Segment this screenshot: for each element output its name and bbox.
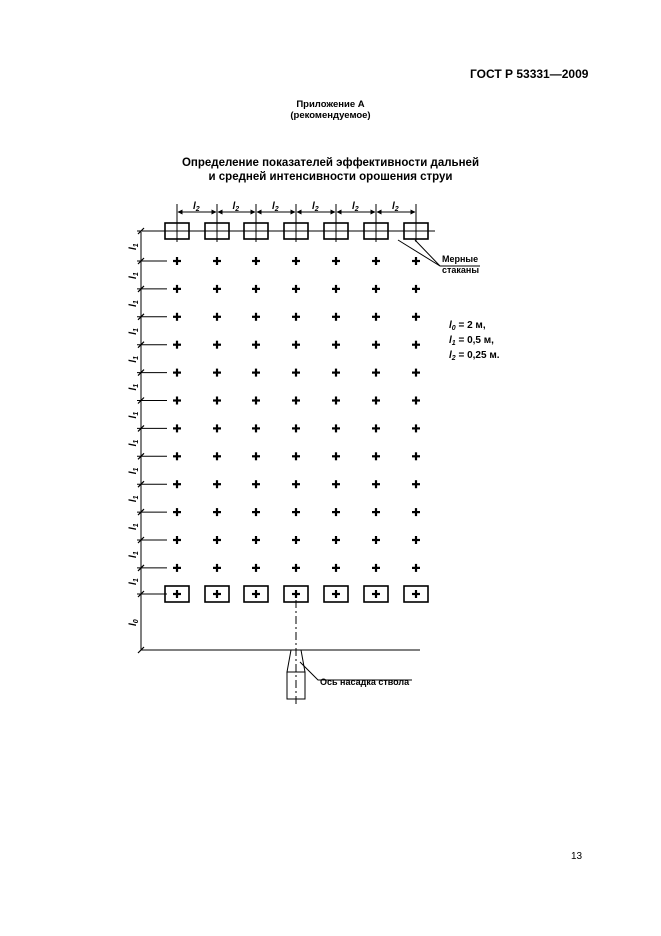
grid-cross-r2-c1 — [173, 285, 181, 293]
grid-cross-r5-c1 — [173, 369, 181, 377]
grid-cross-r5-c3 — [252, 369, 260, 377]
grid-cross-r8-c3 — [252, 452, 260, 460]
l1-dimension-label-3: $l_1$ — [128, 300, 140, 307]
grid-cross-r7-c4 — [292, 424, 300, 432]
grid-cross-r4-c3 — [252, 341, 260, 349]
grid-cross-r5-c2 — [213, 369, 221, 377]
grid-cross-r2-c2 — [213, 285, 221, 293]
grid-cross-r10-c2 — [213, 508, 221, 516]
l2-dimension-label-2: $l_2$ — [232, 201, 240, 213]
grid-cross-r8-c1 — [173, 452, 181, 460]
grid-cross-r9-c4 — [292, 480, 300, 488]
grid-cross-r4-c6 — [372, 341, 380, 349]
grid-cross-r2-c6 — [372, 285, 380, 293]
grid-cross-r4-c5 — [332, 341, 340, 349]
bottom-container-cross-6 — [372, 590, 380, 598]
page-number: 13 — [571, 851, 583, 862]
l1-dimension-label-13: $l_1$ — [128, 578, 140, 585]
grid-cross-r12-c3 — [252, 564, 260, 572]
bottom-container-cross-1 — [173, 590, 181, 598]
l1-dimension-label-2: $l_1$ — [128, 272, 140, 279]
l1-dimension-label-4: $l_1$ — [128, 328, 140, 335]
grid-cross-r8-c4 — [292, 452, 300, 460]
grid-cross-r12-c7 — [412, 564, 420, 572]
grid-cross-r1-c2 — [213, 257, 221, 265]
grid-cross-r6-c4 — [292, 397, 300, 405]
l0-dimension-label: $l_0$ — [128, 619, 140, 626]
l1-dimension-label-9: $l_1$ — [128, 467, 140, 475]
grid-cross-r7-c5 — [332, 424, 340, 432]
grid-cross-r4-c2 — [213, 341, 221, 349]
grid-cross-r6-c3 — [252, 397, 260, 405]
l1-dimension-label-5: $l_1$ — [128, 355, 140, 363]
grid-cross-r1-c6 — [372, 257, 380, 265]
grid-cross-r11-c5 — [332, 536, 340, 544]
containers-label-line2: стаканы — [442, 265, 480, 275]
document-code: ГОСТ Р 53331—2009 — [470, 67, 589, 81]
grid-cross-r1-c4 — [292, 257, 300, 265]
grid-cross-r2-c7 — [412, 285, 420, 293]
grid-cross-r3-c2 — [213, 313, 221, 321]
l2-dimension-label-4: $l_2$ — [312, 201, 319, 213]
bottom-container-cross-5 — [332, 590, 340, 598]
grid-cross-r4-c7 — [412, 341, 420, 349]
legend-l2: $l_2 = 0,25$ м. — [449, 350, 500, 362]
bottom-container-cross-4 — [292, 590, 300, 598]
grid-cross-r3-c6 — [372, 313, 380, 321]
grid-cross-r9-c6 — [372, 480, 380, 488]
grid-cross-r10-c1 — [173, 508, 181, 516]
grid-cross-r6-c1 — [173, 397, 181, 405]
l2-dimension-label-3: $l_2$ — [272, 201, 279, 213]
grid-cross-r11-c2 — [213, 536, 221, 544]
appendix-title: Приложение А — [296, 99, 365, 110]
l1-dimension-label-8: $l_1$ — [128, 439, 140, 447]
grid-cross-r12-c6 — [372, 564, 380, 572]
grid-cross-r3-c1 — [173, 313, 181, 321]
grid-cross-r6-c2 — [213, 397, 221, 405]
bottom-container-cross-2 — [213, 590, 221, 598]
grid-cross-r5-c4 — [292, 369, 300, 377]
figure-title-line2: и средней интенсивности орошения струи — [208, 171, 453, 183]
grid-cross-r3-c7 — [412, 313, 420, 321]
grid-cross-r8-c2 — [213, 452, 221, 460]
grid-cross-r6-c5 — [332, 397, 340, 405]
grid-cross-r3-c3 — [252, 313, 260, 321]
l1-dimension-label-11: $l_1$ — [128, 523, 140, 531]
grid-cross-r3-c4 — [292, 313, 300, 321]
grid-cross-r2-c3 — [252, 285, 260, 293]
appendix-subtitle: (рекомендуемое) — [290, 110, 371, 121]
legend-l0: $l_0 = 2$ м, — [449, 320, 486, 332]
grid-cross-r10-c4 — [292, 508, 300, 516]
grid-cross-r7-c1 — [173, 424, 181, 432]
grid-cross-r10-c6 — [372, 508, 380, 516]
grid-cross-r12-c2 — [213, 564, 221, 572]
grid-cross-r7-c7 — [412, 424, 420, 432]
l2-dimension-label-6: $l_2$ — [392, 201, 399, 213]
l2-dimension-label-5: $l_2$ — [352, 201, 359, 213]
grid-cross-r11-c4 — [292, 536, 300, 544]
l1-dimension-label-12: $l_1$ — [128, 551, 140, 558]
l1-dimension-label-6: $l_1$ — [128, 383, 140, 391]
grid-cross-r7-c2 — [213, 424, 221, 432]
grid-cross-r8-c6 — [372, 452, 380, 460]
grid-cross-r11-c3 — [252, 536, 260, 544]
grid-cross-r5-c5 — [332, 369, 340, 377]
grid-cross-r12-c5 — [332, 564, 340, 572]
bottom-container-cross-7 — [412, 590, 420, 598]
grid-cross-r5-c6 — [372, 369, 380, 377]
figure-title-line1: Определение показателей эффективности дальней — [181, 157, 480, 169]
l1-dimension-label-10: $l_1$ — [128, 495, 140, 503]
grid-cross-r7-c6 — [372, 424, 380, 432]
grid-cross-r2-c5 — [332, 285, 340, 293]
grid-cross-r11-c1 — [173, 536, 181, 544]
grid-cross-r9-c2 — [213, 480, 221, 488]
l1-dimension-label-1: $l_1$ — [128, 243, 140, 250]
grid-cross-r11-c7 — [412, 536, 420, 544]
grid-cross-r9-c7 — [412, 480, 420, 488]
grid-cross-r1-c3 — [252, 257, 260, 265]
grid-cross-r7-c3 — [252, 424, 260, 432]
grid-cross-r1-c5 — [332, 257, 340, 265]
containers-label-line1: Мерные — [442, 254, 479, 264]
legend-l1: $l_1 = 0,5$ м, — [449, 335, 494, 347]
grid-cross-r1-c7 — [412, 257, 420, 265]
grid-cross-r10-c3 — [252, 508, 260, 516]
l1-dimension-label-7: $l_1$ — [128, 411, 140, 419]
grid-cross-r6-c7 — [412, 397, 420, 405]
grid-cross-r6-c6 — [372, 397, 380, 405]
grid-cross-r11-c6 — [372, 536, 380, 544]
grid-cross-r10-c7 — [412, 508, 420, 516]
l2-dimension-label-1: $l_2$ — [193, 201, 200, 213]
bottom-container-cross-3 — [252, 590, 260, 598]
grid-cross-r8-c5 — [332, 452, 340, 460]
grid-cross-r9-c1 — [173, 480, 181, 488]
grid-cross-r5-c7 — [412, 369, 420, 377]
grid-cross-r2-c4 — [292, 285, 300, 293]
grid-cross-r4-c4 — [292, 341, 300, 349]
grid-cross-r8-c7 — [412, 452, 420, 460]
grid-cross-r9-c5 — [332, 480, 340, 488]
grid-cross-r12-c4 — [292, 564, 300, 572]
nozzle-axis-label: Ось насадка ствола — [320, 677, 410, 687]
grid-cross-r4-c1 — [173, 341, 181, 349]
grid-cross-r3-c5 — [332, 313, 340, 321]
grid-cross-r10-c5 — [332, 508, 340, 516]
grid-cross-r12-c1 — [173, 564, 181, 572]
grid-cross-r1-c1 — [173, 257, 181, 265]
grid-cross-r9-c3 — [252, 480, 260, 488]
